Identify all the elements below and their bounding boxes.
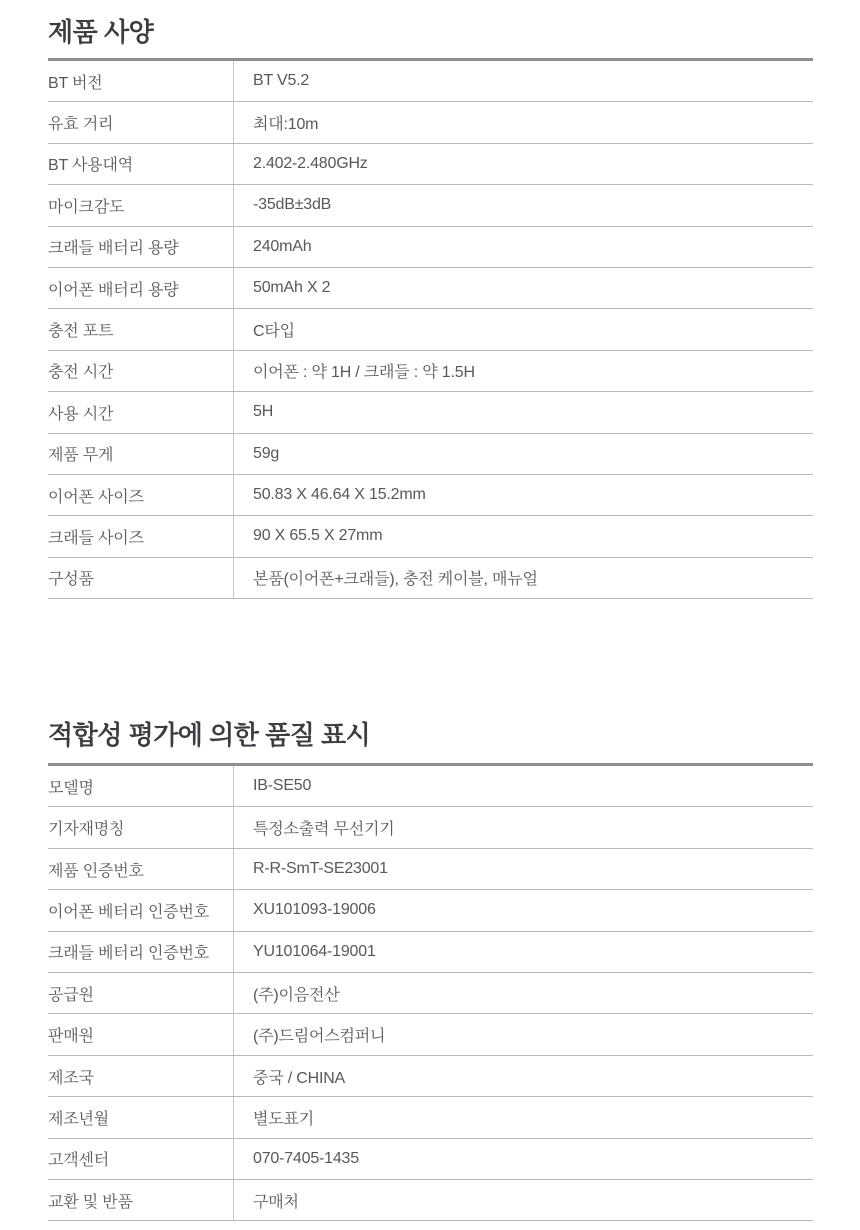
- section-product-spec: [48, 0, 813, 599]
- row-label: 모델명: [48, 766, 234, 806]
- row-label: 제조년월: [48, 1097, 234, 1137]
- table-row: [48, 1180, 813, 1221]
- table-row: [48, 1014, 813, 1055]
- table-row: [48, 144, 813, 185]
- table-row: [48, 1139, 813, 1180]
- row-label: 이어폰 사이즈: [48, 475, 234, 515]
- row-label: 유효 거리: [48, 102, 234, 142]
- table-row: [48, 434, 813, 475]
- row-label: BT 버전: [48, 61, 234, 101]
- conformity-quality-table: [48, 763, 813, 1221]
- row-label: 제품 인증번호: [48, 849, 234, 889]
- row-label: 판매원: [48, 1014, 234, 1054]
- row-value: -35dB±3dB: [253, 196, 332, 214]
- row-value: 50.83 X 46.64 X 15.2mm: [253, 486, 426, 504]
- row-value: 240mAh: [253, 237, 312, 255]
- table-row: [48, 392, 813, 433]
- row-label: BT 사용대역: [48, 144, 234, 184]
- row-label: 크래들 배터리 용량: [48, 227, 234, 267]
- row-label: 구성품: [48, 558, 234, 598]
- table-row: [48, 849, 813, 890]
- row-value: 본품(이어폰+크래들), 충전 케이블, 매뉴얼: [253, 571, 538, 589]
- table-row: [48, 932, 813, 973]
- table-row: [48, 973, 813, 1014]
- table-row: [48, 475, 813, 516]
- table-row: [48, 227, 813, 268]
- row-value: 중국 / CHINA: [253, 1069, 346, 1087]
- row-label: 이어폰 배터리 용량: [48, 268, 234, 308]
- row-value: 90 X 65.5 X 27mm: [253, 527, 383, 545]
- table-row: [48, 61, 813, 102]
- table-row: [48, 351, 813, 392]
- row-value: R-R-SmT-SE23001: [253, 860, 388, 878]
- row-value: IB-SE50: [253, 777, 312, 795]
- section-conformity-quality: [48, 719, 813, 1221]
- table-row: [48, 102, 813, 143]
- table-row: [48, 268, 813, 309]
- table-row: [48, 1056, 813, 1097]
- table-row: [48, 516, 813, 557]
- table-row: [48, 185, 813, 226]
- product-spec-table: [48, 58, 813, 599]
- row-value: (주)이음전산: [253, 986, 340, 1004]
- row-label: 기자재명칭: [48, 807, 234, 847]
- row-label: 고객센터: [48, 1139, 234, 1179]
- table-row: [48, 1097, 813, 1138]
- row-value: 구매처: [253, 1193, 299, 1211]
- row-label: 제품 무게: [48, 434, 234, 474]
- row-label: 제조국: [48, 1056, 234, 1096]
- table-row: [48, 558, 813, 599]
- table-row: [48, 309, 813, 350]
- table-row: [48, 807, 813, 848]
- table-row: [48, 890, 813, 931]
- row-value: 특정소출력 무선기기: [253, 821, 395, 839]
- row-value: 5H: [253, 403, 274, 421]
- row-value: 이어폰 : 약 1H / 크래들 : 약 1.5H: [253, 364, 475, 382]
- row-value: 2.402-2.480GHz: [253, 154, 368, 172]
- row-value: 070-7405-1435: [253, 1149, 359, 1167]
- row-label: 크래들 사이즈: [48, 516, 234, 556]
- product-spec-title: 제품 사양: [48, 17, 154, 47]
- row-value: 50mAh X 2: [253, 279, 331, 297]
- conformity-quality-title: 적합성 평가에 의한 품질 표시: [48, 720, 371, 751]
- row-label: 사용 시간: [48, 392, 234, 432]
- row-value: 최대:10m: [253, 116, 319, 134]
- row-label: 마이크감도: [48, 185, 234, 225]
- row-label: 크래들 베터리 인증번호: [48, 932, 234, 972]
- row-label: 공급원: [48, 973, 234, 1013]
- row-label: 충전 포트: [48, 309, 234, 349]
- row-label: 충전 시간: [48, 351, 234, 391]
- row-value: XU101093-19006: [253, 901, 376, 919]
- row-value: (주)드림어스컴퍼니: [253, 1028, 386, 1046]
- row-value: YU101064-19001: [253, 942, 376, 960]
- row-value: 별도표기: [253, 1110, 315, 1128]
- row-label: 교환 및 반품: [48, 1180, 234, 1220]
- table-row: [48, 766, 813, 807]
- row-value: 59g: [253, 444, 280, 462]
- row-value: C타입: [253, 323, 295, 341]
- row-label: 이어폰 베터리 인증번호: [48, 890, 234, 930]
- row-value: BT V5.2: [253, 72, 310, 90]
